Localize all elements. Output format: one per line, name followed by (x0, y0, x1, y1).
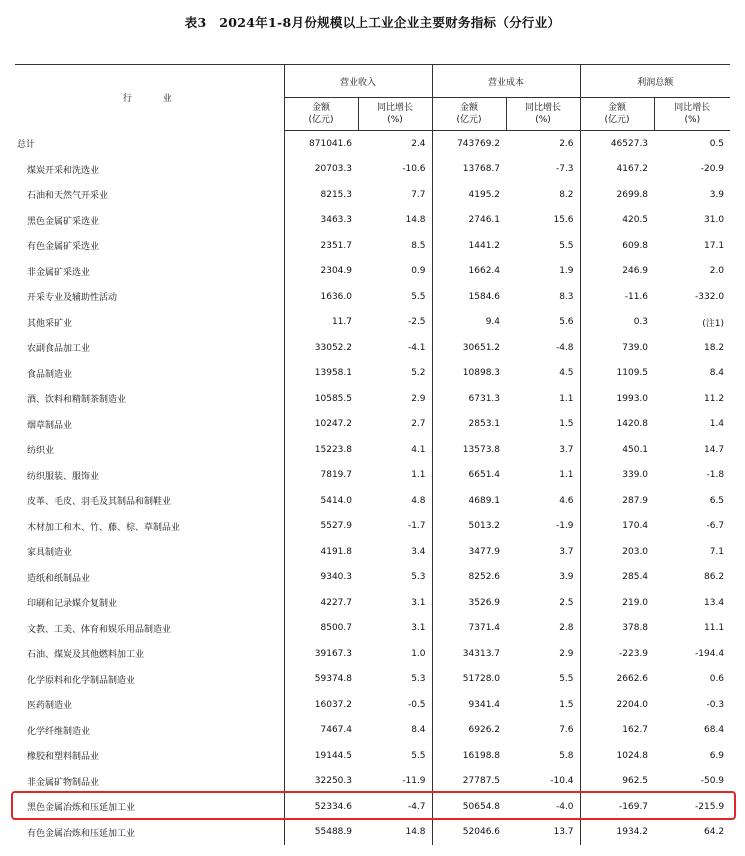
table-row (15, 157, 730, 183)
cost-yoy-cell: 5.5 (506, 667, 580, 693)
profit-amount-cell: 2204.0 (616, 699, 649, 710)
cost-yoy-header: 同比增长 (%) (506, 98, 580, 131)
profit-yoy-cell: -215.9 (695, 801, 725, 812)
table-row (15, 284, 730, 310)
revenue-amount-cell: 2304.9 (320, 266, 352, 277)
profit-yoy-cell: -194.4 (695, 648, 725, 659)
industry-name-cell: 煤炭开采和洗选业 (15, 157, 284, 183)
revenue-yoy-cell: 0.9 (358, 259, 432, 285)
revenue-yoy-cell: 8.4 (358, 718, 432, 744)
cost-amount-cell: 16198.8 (462, 750, 501, 761)
revenue-yoy-cell: -4.1 (358, 335, 432, 361)
revenue-amount-cell: 5527.9 (320, 521, 352, 532)
table-row (15, 361, 730, 387)
revenue-yoy-cell: 3.4 (358, 539, 432, 565)
cost-yoy-cell: 5.8 (506, 743, 580, 769)
cost-amount-cell: 2746.1 (468, 215, 501, 226)
revenue-yoy-cell: 7.7 (358, 182, 432, 208)
revenue-yoy-cell: -10.6 (358, 157, 432, 183)
table-title: 表3 2024年1-8月份规模以上工业企业主要财务指标（分行业） (184, 15, 561, 30)
table-row (15, 820, 730, 846)
profit-amount-cell: 378.8 (622, 623, 649, 634)
revenue-amount-cell: 7467.4 (320, 725, 352, 736)
revenue-yoy-cell: -2.5 (358, 310, 432, 336)
profit-amount-cell: 1993.0 (616, 393, 649, 404)
revenue-yoy-cell: 1.1 (358, 463, 432, 489)
cost-yoy-cell: 7.6 (506, 718, 580, 744)
table-row (15, 131, 730, 157)
revenue-amount-cell: 7819.7 (320, 470, 352, 481)
industry-name-cell: 烟草制品业 (15, 412, 284, 438)
industry-header: 行 业 (15, 65, 284, 131)
profit-yoy-cell: 68.4 (704, 725, 725, 736)
profit-yoy-cell: 0.6 (709, 674, 725, 685)
cost-yoy-cell: -4.8 (506, 335, 580, 361)
cost-amount-cell: 52046.6 (462, 827, 501, 838)
revenue-yoy-cell: 1.0 (358, 641, 432, 667)
cost-yoy-cell: 1.1 (506, 463, 580, 489)
profit-yoy-cell: 18.2 (704, 342, 725, 353)
table-row (15, 667, 730, 693)
table-row (15, 310, 730, 336)
industry-name-cell: 印刷和记录媒介复制业 (15, 590, 284, 616)
revenue-yoy-cell: 5.3 (358, 667, 432, 693)
table-row (15, 769, 730, 795)
table-row (15, 616, 730, 642)
cost-yoy-cell: 8.3 (506, 284, 580, 310)
cost-amount-cell: 743769.2 (457, 138, 501, 149)
profit-yoy-cell: 86.2 (704, 572, 725, 583)
cost-amount-cell: 8252.6 (468, 572, 501, 583)
revenue-amount-cell: 10585.5 (314, 393, 352, 404)
cost-yoy-cell: 2.6 (506, 131, 580, 157)
profit-amount-cell: 1024.8 (616, 750, 649, 761)
revenue-amount-cell: 8500.7 (320, 623, 352, 634)
profit-yoy-cell: 1.4 (709, 419, 725, 430)
cost-yoy-cell: 13.7 (506, 820, 580, 846)
table-row (15, 259, 730, 285)
profit-yoy-cell: -1.8 (706, 470, 725, 481)
cost-amount-cell: 9341.4 (468, 699, 501, 710)
industry-name-cell: 医药制造业 (15, 692, 284, 718)
profit-yoy-cell: 0.5 (709, 138, 725, 149)
profit-yoy-cell: 14.7 (704, 444, 725, 455)
industry-name-cell: 木材加工和木、竹、藤、棕、草制品业 (15, 514, 284, 540)
cost-amount-cell: 51728.0 (462, 674, 501, 685)
profit-amount-cell: 2662.6 (616, 674, 649, 685)
industry-name-cell: 非金属矿采选业 (15, 259, 284, 285)
revenue-amount-cell: 39167.3 (314, 648, 352, 659)
cost-yoy-cell: -10.4 (506, 769, 580, 795)
revenue-amount-cell: 3463.3 (320, 215, 352, 226)
revenue-yoy-cell: -11.9 (358, 769, 432, 795)
industry-name-cell: 石油、煤炭及其他燃料加工业 (15, 641, 284, 667)
cost-amount-cell: 5013.2 (468, 521, 501, 532)
industry-name-cell: 家具制造业 (15, 539, 284, 565)
cost-amount-cell: 30651.2 (462, 342, 501, 353)
cost-yoy-cell: 2.5 (506, 590, 580, 616)
revenue-amount-cell: 9340.3 (320, 572, 352, 583)
profit-yoy-header: 同比增长 (%) (654, 98, 730, 131)
revenue-yoy-cell: 5.3 (358, 565, 432, 591)
profit-yoy-cell: -332.0 (695, 291, 725, 302)
table-row (15, 794, 730, 820)
cost-amount-cell: 50654.8 (462, 801, 501, 812)
revenue-amount-cell: 32250.3 (314, 776, 352, 787)
profit-amount-cell: 162.7 (622, 725, 649, 736)
cost-yoy-cell: 1.5 (506, 692, 580, 718)
cost-yoy-cell: 2.9 (506, 641, 580, 667)
cost-amount-cell: 4689.1 (468, 495, 501, 506)
revenue-yoy-cell: 3.1 (358, 590, 432, 616)
revenue-yoy-cell: 8.5 (358, 233, 432, 259)
industry-name-cell: 其他采矿业 (15, 310, 284, 336)
industry-name-cell: 食品制造业 (15, 361, 284, 387)
profit-amount-cell: 219.0 (622, 597, 649, 608)
cost-amount-cell: 1584.6 (468, 291, 501, 302)
cost-yoy-cell: 4.5 (506, 361, 580, 387)
cost-amount-cell: 3526.9 (468, 597, 501, 608)
revenue-amount-cell: 4191.8 (320, 546, 352, 557)
revenue-amount-cell: 13958.1 (314, 368, 352, 379)
revenue-amount-cell: 16037.2 (314, 699, 352, 710)
revenue-amount-cell: 55488.9 (314, 827, 352, 838)
table-row (15, 412, 730, 438)
industry-name-cell: 非金属矿物制品业 (15, 769, 284, 795)
revenue-amount-cell: 33052.2 (314, 342, 352, 353)
profit-amount-cell: 2699.8 (616, 189, 649, 200)
profit-amount-cell: 609.8 (622, 240, 649, 251)
industry-name-cell: 文教、工美、体育和娱乐用品制造业 (15, 616, 284, 642)
profit-amount-cell: 339.0 (622, 470, 649, 481)
industry-name-cell: 橡胶和塑料制品业 (15, 743, 284, 769)
cost-amount-cell: 6731.3 (468, 393, 501, 404)
revenue-yoy-cell: 4.8 (358, 488, 432, 514)
profit-amount-cell: 4167.2 (616, 164, 649, 175)
industry-name-cell: 农副食品加工业 (15, 335, 284, 361)
industry-name-cell: 纺织服装、服饰业 (15, 463, 284, 489)
industry-name-cell: 酒、饮料和精制茶制造业 (15, 386, 284, 412)
profit-amount-cell: 1420.8 (616, 419, 649, 430)
industry-name-cell: 黑色金属矿采选业 (15, 208, 284, 234)
profit-amount-cell: -11.6 (624, 291, 649, 302)
industry-name-cell: 皮革、毛皮、羽毛及其制品和制鞋业 (15, 488, 284, 514)
profit-yoy-cell: 11.2 (704, 393, 725, 404)
industry-name-cell: 有色金属冶炼和压延加工业 (15, 820, 284, 846)
table-row (15, 463, 730, 489)
profit-yoy-cell: 6.9 (709, 750, 725, 761)
cost-amount-cell: 34313.7 (462, 648, 501, 659)
profit-yoy-cell: 7.1 (709, 546, 725, 557)
revenue-amount-cell: 19144.5 (314, 750, 352, 761)
industry-name-cell: 化学原料和化学制品制造业 (15, 667, 284, 693)
profit-yoy-cell: -6.7 (706, 521, 725, 532)
cost-amount-cell: 10898.3 (462, 368, 501, 379)
revenue-amount-header: 金额 (亿元) (284, 98, 358, 131)
profit-yoy-cell: (注1) (702, 318, 725, 329)
table-row (15, 488, 730, 514)
cost-yoy-cell: 1.9 (506, 259, 580, 285)
table-body (15, 131, 730, 846)
industry-name-cell: 石油和天然气开采业 (15, 182, 284, 208)
cost-yoy-cell: -7.3 (506, 157, 580, 183)
industry-name-cell: 纺织业 (15, 437, 284, 463)
cost-amount-cell: 13573.8 (462, 444, 501, 455)
cost-amount-header: 金额 (亿元) (432, 98, 506, 131)
revenue-yoy-header: 同比增长 (%) (358, 98, 432, 131)
cost-amount-cell: 27787.5 (462, 776, 501, 787)
table-row (15, 182, 730, 208)
revenue-amount-cell: 871041.6 (309, 138, 352, 149)
table-row (15, 692, 730, 718)
revenue-header: 营业收入 (284, 65, 432, 98)
industry-name-cell: 开采专业及辅助性活动 (15, 284, 284, 310)
table-row (15, 718, 730, 744)
cost-yoy-cell: -1.9 (506, 514, 580, 540)
revenue-yoy-cell: -0.5 (358, 692, 432, 718)
table-row (15, 539, 730, 565)
industry-name-cell: 总计 (15, 131, 284, 157)
profit-amount-header: 金额 (亿元) (580, 98, 654, 131)
cost-amount-cell: 1662.4 (468, 266, 501, 277)
cost-amount-cell: 13768.7 (462, 164, 501, 175)
profit-yoy-cell: -20.9 (700, 164, 725, 175)
table-row (15, 743, 730, 769)
cost-yoy-cell: 5.5 (506, 233, 580, 259)
revenue-amount-cell: 4227.7 (320, 597, 352, 608)
cost-header: 营业成本 (432, 65, 580, 98)
table-row (15, 437, 730, 463)
cost-yoy-cell: 1.1 (506, 386, 580, 412)
industry-name-cell: 黑色金属冶炼和压延加工业 (15, 794, 284, 820)
revenue-amount-cell: 15223.8 (314, 444, 352, 455)
cost-yoy-cell: 8.2 (506, 182, 580, 208)
table-row (15, 514, 730, 540)
revenue-amount-cell: 10247.2 (314, 419, 352, 430)
industry-name-cell: 化学纤维制造业 (15, 718, 284, 744)
profit-yoy-cell: 11.1 (704, 623, 725, 634)
table-row (15, 208, 730, 234)
profit-amount-cell: 450.1 (622, 444, 649, 455)
profit-yoy-cell: 31.0 (704, 215, 725, 226)
profit-yoy-cell: -50.9 (700, 776, 725, 787)
financial-indicators-table (15, 64, 730, 845)
revenue-amount-cell: 20703.3 (314, 164, 352, 175)
profit-yoy-cell: 2.0 (709, 266, 725, 277)
cost-amount-cell: 6651.4 (468, 470, 501, 481)
cost-yoy-cell: 3.7 (506, 437, 580, 463)
revenue-amount-cell: 1636.0 (320, 291, 352, 302)
industry-name-cell: 有色金属矿采选业 (15, 233, 284, 259)
revenue-amount-cell: 2351.7 (320, 240, 352, 251)
revenue-yoy-cell: 2.4 (358, 131, 432, 157)
revenue-yoy-cell: -4.7 (358, 794, 432, 820)
profit-yoy-cell: 3.9 (709, 189, 725, 200)
cost-yoy-cell: 3.9 (506, 565, 580, 591)
profit-yoy-cell: 64.2 (704, 827, 725, 838)
cost-amount-cell: 7371.4 (468, 623, 501, 634)
industry-name-cell: 造纸和纸制品业 (15, 565, 284, 591)
profit-amount-cell: -169.7 (619, 801, 649, 812)
cost-yoy-cell: -4.0 (506, 794, 580, 820)
profit-yoy-cell: -0.3 (706, 699, 725, 710)
table-row (15, 590, 730, 616)
profit-amount-cell: 170.4 (622, 521, 649, 532)
revenue-yoy-cell: 4.1 (358, 437, 432, 463)
cost-amount-cell: 2853.1 (468, 419, 501, 430)
revenue-yoy-cell: 5.2 (358, 361, 432, 387)
table-row (15, 641, 730, 667)
revenue-amount-cell: 8215.3 (320, 189, 352, 200)
profit-amount-cell: 1934.2 (616, 827, 649, 838)
cost-amount-cell: 6926.2 (468, 725, 501, 736)
table-row (15, 386, 730, 412)
table-row (15, 233, 730, 259)
profit-header: 利润总额 (580, 65, 730, 98)
profit-amount-cell: 203.0 (622, 546, 649, 557)
revenue-amount-cell: 11.7 (331, 317, 352, 328)
revenue-yoy-cell: 5.5 (358, 284, 432, 310)
profit-amount-cell: 46527.3 (610, 138, 649, 149)
revenue-yoy-cell: 14.8 (358, 820, 432, 846)
revenue-amount-cell: 59374.8 (314, 674, 352, 685)
profit-yoy-cell: 13.4 (704, 597, 725, 608)
table-row (15, 565, 730, 591)
cost-yoy-cell: 2.8 (506, 616, 580, 642)
revenue-yoy-cell: 5.5 (358, 743, 432, 769)
profit-amount-cell: 962.5 (622, 776, 649, 787)
cost-amount-cell: 1441.2 (468, 240, 501, 251)
revenue-yoy-cell: 3.1 (358, 616, 432, 642)
revenue-amount-cell: 52334.6 (314, 801, 352, 812)
cost-yoy-cell: 5.6 (506, 310, 580, 336)
profit-amount-cell: 0.3 (633, 317, 649, 328)
cost-yoy-cell: 1.5 (506, 412, 580, 438)
revenue-yoy-cell: 2.9 (358, 386, 432, 412)
profit-yoy-cell: 8.4 (709, 368, 725, 379)
table-row (15, 335, 730, 361)
revenue-yoy-cell: -1.7 (358, 514, 432, 540)
cost-yoy-cell: 3.7 (506, 539, 580, 565)
profit-amount-cell: 287.9 (622, 495, 649, 506)
revenue-yoy-cell: 2.7 (358, 412, 432, 438)
cost-yoy-cell: 15.6 (506, 208, 580, 234)
profit-yoy-cell: 17.1 (704, 240, 725, 251)
cost-yoy-cell: 4.6 (506, 488, 580, 514)
revenue-amount-cell: 5414.0 (320, 495, 352, 506)
profit-yoy-cell: 6.5 (709, 495, 725, 506)
profit-amount-cell: 246.9 (622, 266, 649, 277)
profit-amount-cell: 420.5 (622, 215, 649, 226)
profit-amount-cell: 739.0 (622, 342, 649, 353)
cost-amount-cell: 3477.9 (468, 546, 501, 557)
profit-amount-cell: 1109.5 (616, 368, 649, 379)
profit-amount-cell: 285.4 (622, 572, 649, 583)
cost-amount-cell: 4195.2 (468, 189, 501, 200)
profit-amount-cell: -223.9 (619, 648, 649, 659)
revenue-yoy-cell: 14.8 (358, 208, 432, 234)
cost-amount-cell: 9.4 (485, 317, 501, 328)
